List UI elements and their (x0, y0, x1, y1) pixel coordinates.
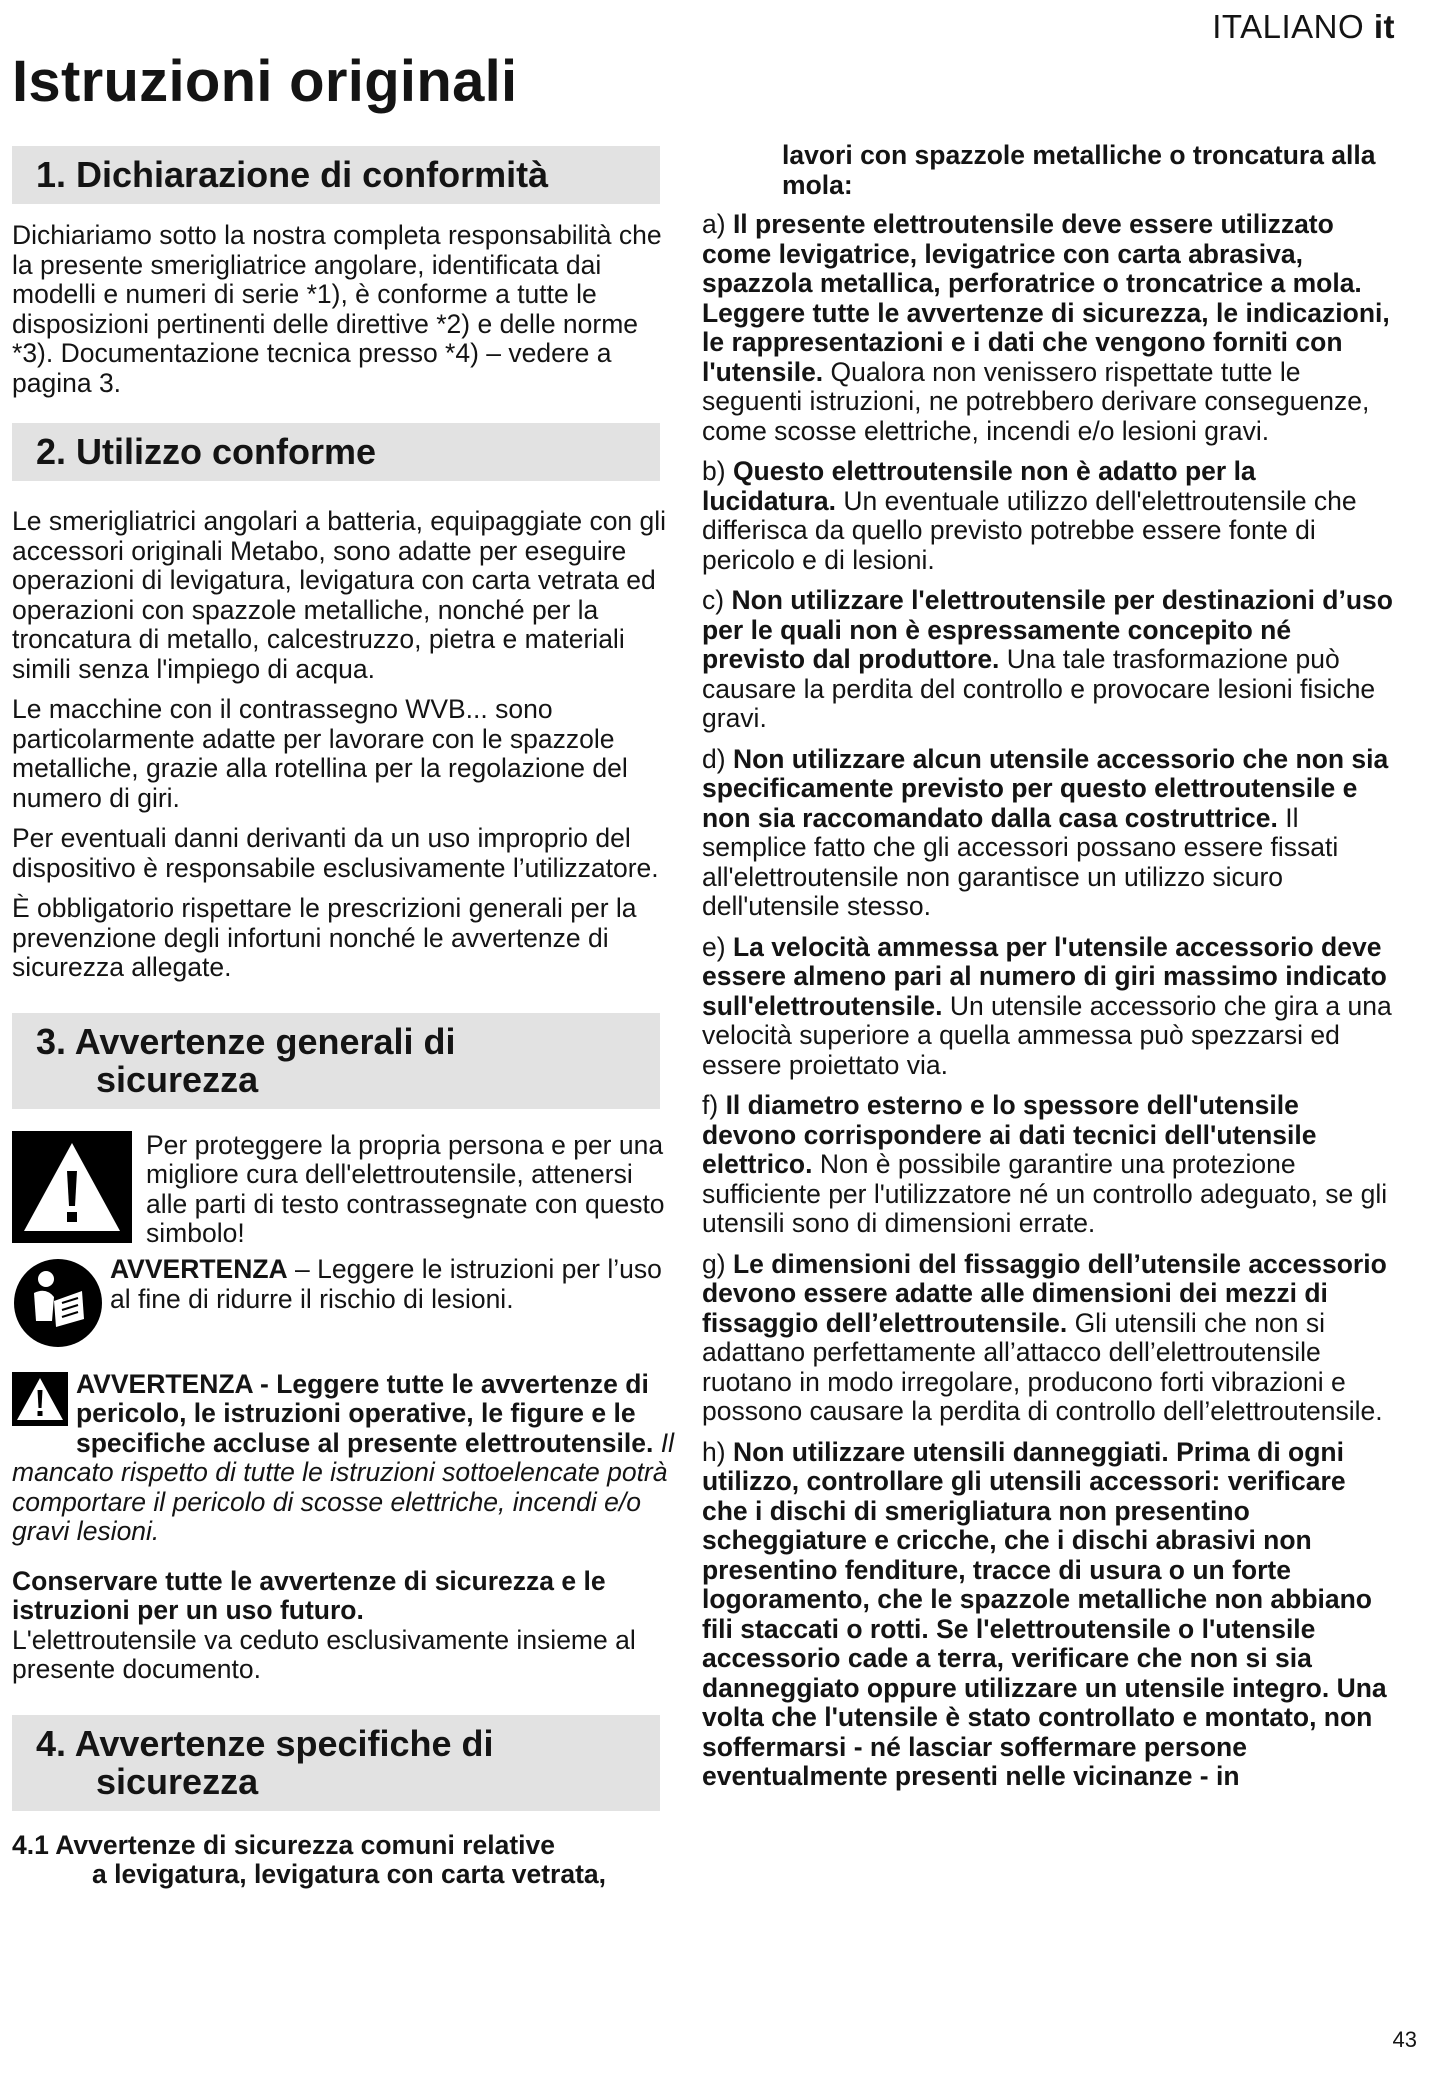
list-item-f: f) Il diametro esterno e lo spessore dell'utensile devono corrispondere ai dati tecnici dell'utensile elettrico. Non è possibile garantire una protezione sufficiente per l'utilizzatore né un controllo adeguato, se gli utensili sono di dimensioni errate. (702, 1090, 1388, 1238)
right-column (702, 141, 1394, 1803)
list-item-g: g) Le dimensioni del fissaggio dell’utensile accessorio devono essere adatte alle dimensioni dei mezzi di fissaggio dell’elettroutensile. Gli utensili che non si adattano perfettamente all’attacco dell’elettroutensile ruotano in modo irregolare, producono forti vibrazioni e possono causare la perdita di controllo dell’elettroutensile. (702, 1248, 1387, 1426)
list-item-c: c) Non utilizzare l'elettroutensile per destinazioni d’uso per le quali non è espressamente concepito né previsto dal produttore. Una tale trasformazione può causare la perdita del controllo e provocare lesioni fisiche gravi. (702, 585, 1393, 733)
section-heading-1: 1. Dichiarazione di conformità (12, 146, 660, 204)
subsection-heading-continued: lavori con spazzole metalliche o troncatura alla mola: (782, 140, 1376, 200)
list-item-e: e) La velocità ammessa per l'utensile accessorio deve essere almeno pari al numero di giri massimo indicato sull'elettroutensile. Un utensile accessorio che gira a una velocità superiore a quella ammessa può spezzarsi ed essere proiettato via. (702, 931, 1392, 1080)
read-manual-text: AVVERTENZA – Leggere le istruzioni per l’uso al fine di ridurre il rischio di lesioni. (110, 1254, 662, 1314)
left-column (12, 146, 680, 1890)
list-item-h: h) Non utilizzare utensili danneggiati. Prima di ogni utilizzo, controllare gli utensili accessori: verificare che i dischi di smerigliatura non presentino scheggiature e cricche, che i dischi abrasivi non presentino fenditure, tracce di usura o un forte logoramento, che le spazzole metalliche non abbiano fili staccati o rotti. Se l'elettroutensile o l'utensile accessorio cade a terra, verificare che non si sia danneggiato oppure utilizzare un utensile integro. Una volta che l'utensile è stato controllato e montato, non soffermarsi - né lasciar soffermare persone eventualmente presenti nelle vicinanze - in (702, 1436, 1387, 1791)
intended-use-p2: Le macchine con il contrassegno WVB... sono particolarmente adatte per lavorare con le spazzole metalliche, grazie alla rotellina per la regolazione del numero di giri. (12, 694, 628, 813)
keep-instructions-text: Conservare tutte le avvertenze di sicurezza e le istruzioni per un uso futuro. L'elettroutensile va ceduto esclusivamente insieme al presente documento. (12, 1565, 636, 1684)
section-heading-3: 3. Avvertenze generali di sicurezza (12, 1013, 660, 1109)
intended-use-p1: Le smerigliatrici angolari a batteria, equipaggiate con gli accessori originali Metabo, sono adatte per eseguire operazioni di levigatura, levigatura con carta vetrata ed operazioni con spazzole metalliche, nonché per la troncatura di metallo, calcestruzzo, pietra e materiali simili senza l'impiego di acqua. (12, 506, 667, 684)
symbol-text: Per proteggere la propria persona e per una migliore cura dell'elettroutensile, attenersi alle parti di testo contrassegnate con questo simbolo! (146, 1129, 665, 1248)
subsection-heading-4-1: 4.1 Avvertenze di sicurezza comuni relative a levigatura, levigatura con carta vetrata, (12, 1829, 607, 1889)
page-number: 43 (1392, 2027, 1417, 2052)
language-label: ITALIANO it (1212, 8, 1395, 45)
warning-triangle-icon (12, 1131, 132, 1250)
list-item-b: b) Questo elettroutensile non è adatto per la lucidatura. Un eventuale utilizzo dell'elettroutensile che differisca da quello previsto potrebbe essere fonte di pericolo e di lesioni. (702, 456, 1357, 575)
general-warning-text: AVVERTENZA - Leggere tutte le avvertenze di pericolo, le istruzioni operative, le figure e le specifiche accluse al presente elettroutensile. Il mancato rispetto di tutte le istruzioni sottoelencate potrà comportare il pericolo di scosse elettriche, incendi e/o gravi lesioni. (12, 1368, 674, 1546)
section-heading-2: 2. Utilizzo conforme (12, 423, 660, 481)
list-item-d: d) Non utilizzare alcun utensile accessorio che non sia specificamente previsto per questo elettroutensile e non sia raccomandato dalla casa costruttrice. Il semplice fatto che gli accessori possano essere fissati all'elettroutensile non garantisce un utilizzo sicuro dell'utensile stesso. (702, 743, 1389, 921)
conformity-text: Dichiariamo sotto la nostra completa responsabilità che la presente smerigliatrice angolare, identificata dai modelli e numeri di serie *1), è conforme a tutte le disposizioni pertinenti delle direttive *2) e delle norme *3). Documentazione tecnica presso *4) – vedere a pagina 3. (12, 220, 662, 398)
list-item-a: a) Il presente elettroutensile deve essere utilizzato come levigatrice, levigatrice con carta abrasiva, spazzola metallica, perforatrice o troncatrice a mola. Leggere tutte le avvertenze di sicurezza, le indicazioni, le rappresentazioni e i dati che vengono forniti con l'utensile. Qualora non venissero rispettate tutte le seguenti istruzioni, ne potrebbero derivare conseguenze, come scosse elettriche, incendi e/o lesioni gravi. (702, 209, 1390, 446)
page-title: Istruzioni originali (12, 49, 518, 114)
warning-symbol-note (12, 1131, 680, 1250)
section-heading-4: 4. Avvertenze specifiche di sicurezza (12, 1715, 660, 1811)
read-manual-note (12, 1255, 680, 1356)
read-manual-icon (12, 1257, 104, 1356)
intended-use-p4: È obbligatorio rispettare le prescrizioni generali per la prevenzione degli infortuni nonché le avvertenze di sicurezza allegate. (12, 893, 637, 982)
warning-small-icon (12, 1372, 68, 1433)
intended-use-p3: Per eventuali danni derivanti da un uso improprio del dispositivo è responsabile esclusivamente l’utilizzatore. (12, 823, 659, 883)
language-code: it (1373, 8, 1395, 45)
